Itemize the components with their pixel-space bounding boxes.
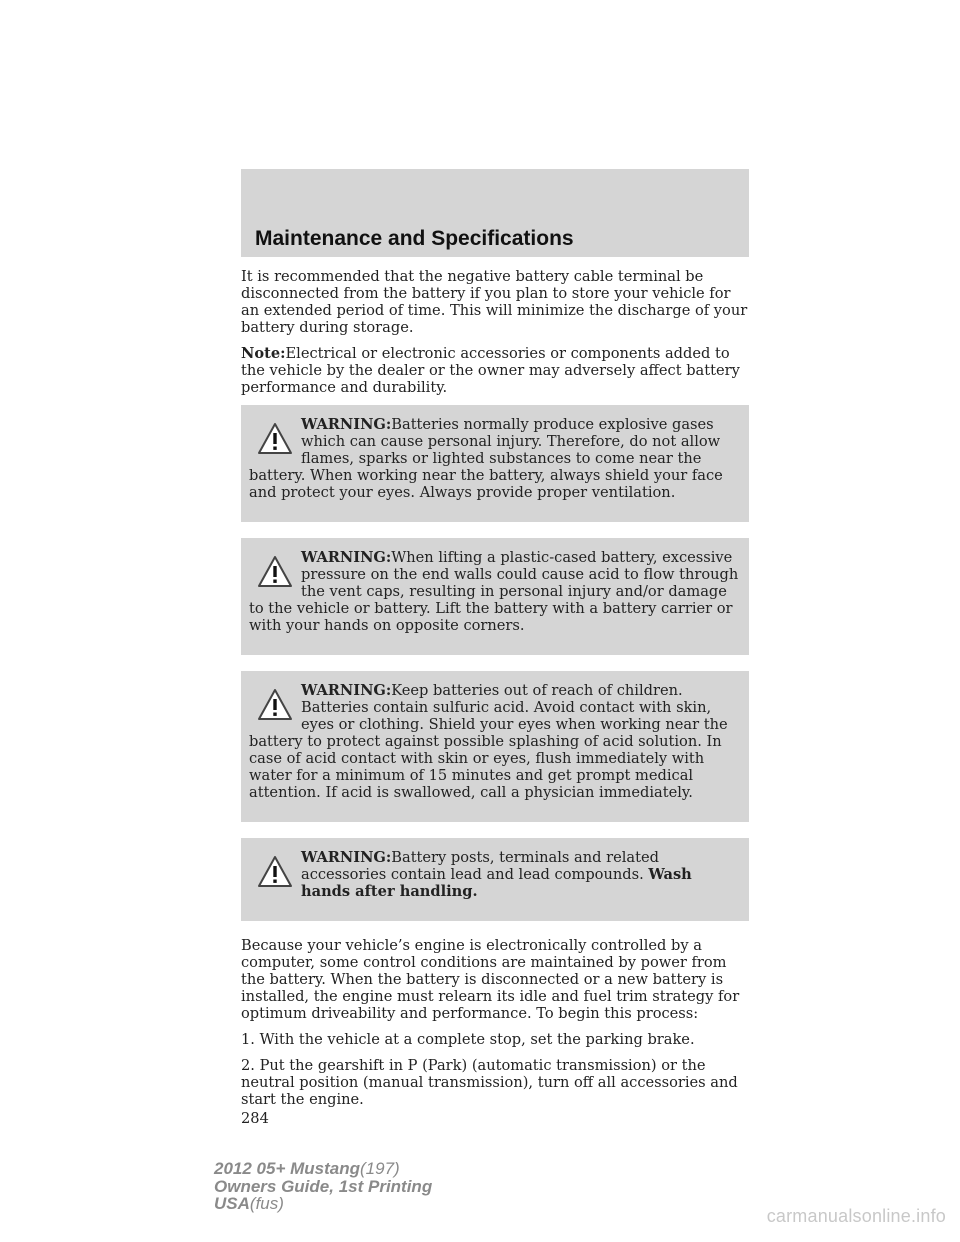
warning-body: Battery posts, terminals and related accessories contain lead and lead compounds. [301, 849, 659, 883]
warning-text [249, 849, 739, 900]
warning-label: WARNING: [301, 549, 392, 566]
section-header-band [241, 169, 749, 257]
site-watermark: carmanualsonline.info [766, 1206, 946, 1226]
warning-box [241, 405, 749, 522]
page-content [241, 268, 749, 1127]
footer-line-3 [214, 1195, 432, 1213]
warning-box [241, 838, 749, 921]
warning-label: WARNING: [301, 849, 392, 866]
warning-body: Batteries normally produce explosive gases which can cause personal injury. Therefore, do not allow flames, sparks or lighted substances to come near the battery. When working near the battery, always shield your face and protect your eyes. Always provide proper ventilation. [249, 416, 723, 501]
warning-triangle-icon [257, 688, 293, 722]
note-text: Electrical or electronic accessories or components added to the vehicle by the dealer or the owner may adversely affect battery performance and durability. [241, 345, 740, 396]
warning-box [241, 671, 749, 822]
warning-label: WARNING: [301, 682, 392, 699]
warning-box [241, 538, 749, 655]
footer-market-code: (fus) [249, 1194, 284, 1213]
warning-text [249, 682, 739, 801]
warning-body: When lifting a plastic-cased battery, excessive pressure on the end walls could cause acid to flow through the vent caps, resulting in personal injury and/or damage to the vehicle or battery. Lift the battery with a battery carrier or with your hands on opposite corners. [249, 549, 739, 634]
step-2: 2. Put the gearshift in P (Park) (automatic transmission) or the neutral position (manual transmission), turn off all accessories and start the engine. [241, 1057, 738, 1108]
footer-line-1 [214, 1160, 432, 1178]
storage-paragraph: It is recommended that the negative battery cable terminal be disconnected from the battery if you plan to store your vehicle for an extended period of time. This will minimize the discharge of your battery during storage. [241, 268, 748, 336]
footer-model: 2012 05+ Mustang [214, 1159, 360, 1178]
warning-body: Keep batteries out of reach of children. Batteries contain sulfuric acid. Avoid contact with skin, eyes or clothing. Shield your eyes when working near the battery to protect against possible splashing of acid solution. In case of acid contact with skin or eyes, flush immediately with water for a minimum of 15 minutes and get prompt medical attention. If acid is swallowed, call a physician immediately. [249, 682, 728, 801]
print-footer [214, 1160, 432, 1213]
warning-triangle-icon [257, 422, 293, 456]
page-number: 284 [241, 1110, 269, 1127]
warning-triangle-icon [257, 855, 293, 889]
note-paragraph [241, 345, 749, 396]
section-title: Maintenance and Specifications [255, 227, 574, 250]
warning-text [249, 549, 739, 634]
warning-triangle-icon [257, 555, 293, 589]
footer-line-2: Owners Guide, 1st Printing [214, 1176, 433, 1196]
footer-model-code: (197) [360, 1159, 400, 1178]
relearn-paragraph: Because your vehicle’s engine is electronically controlled by a computer, some control conditions are maintained by power from the battery. When the battery is disconnected or a new battery is installed, the engine must relearn its idle and fuel trim strategy for optimum driveability and performance. To begin this process: [241, 937, 740, 1022]
step-1: 1. With the vehicle at a complete stop, set the parking brake. [241, 1031, 695, 1048]
warning-emphasis: Wash hands after handling. [301, 866, 692, 900]
note-label: Note: [241, 345, 286, 362]
footer-market: USA [214, 1194, 250, 1213]
warning-label: WARNING: [301, 416, 392, 433]
warning-text [249, 416, 739, 501]
